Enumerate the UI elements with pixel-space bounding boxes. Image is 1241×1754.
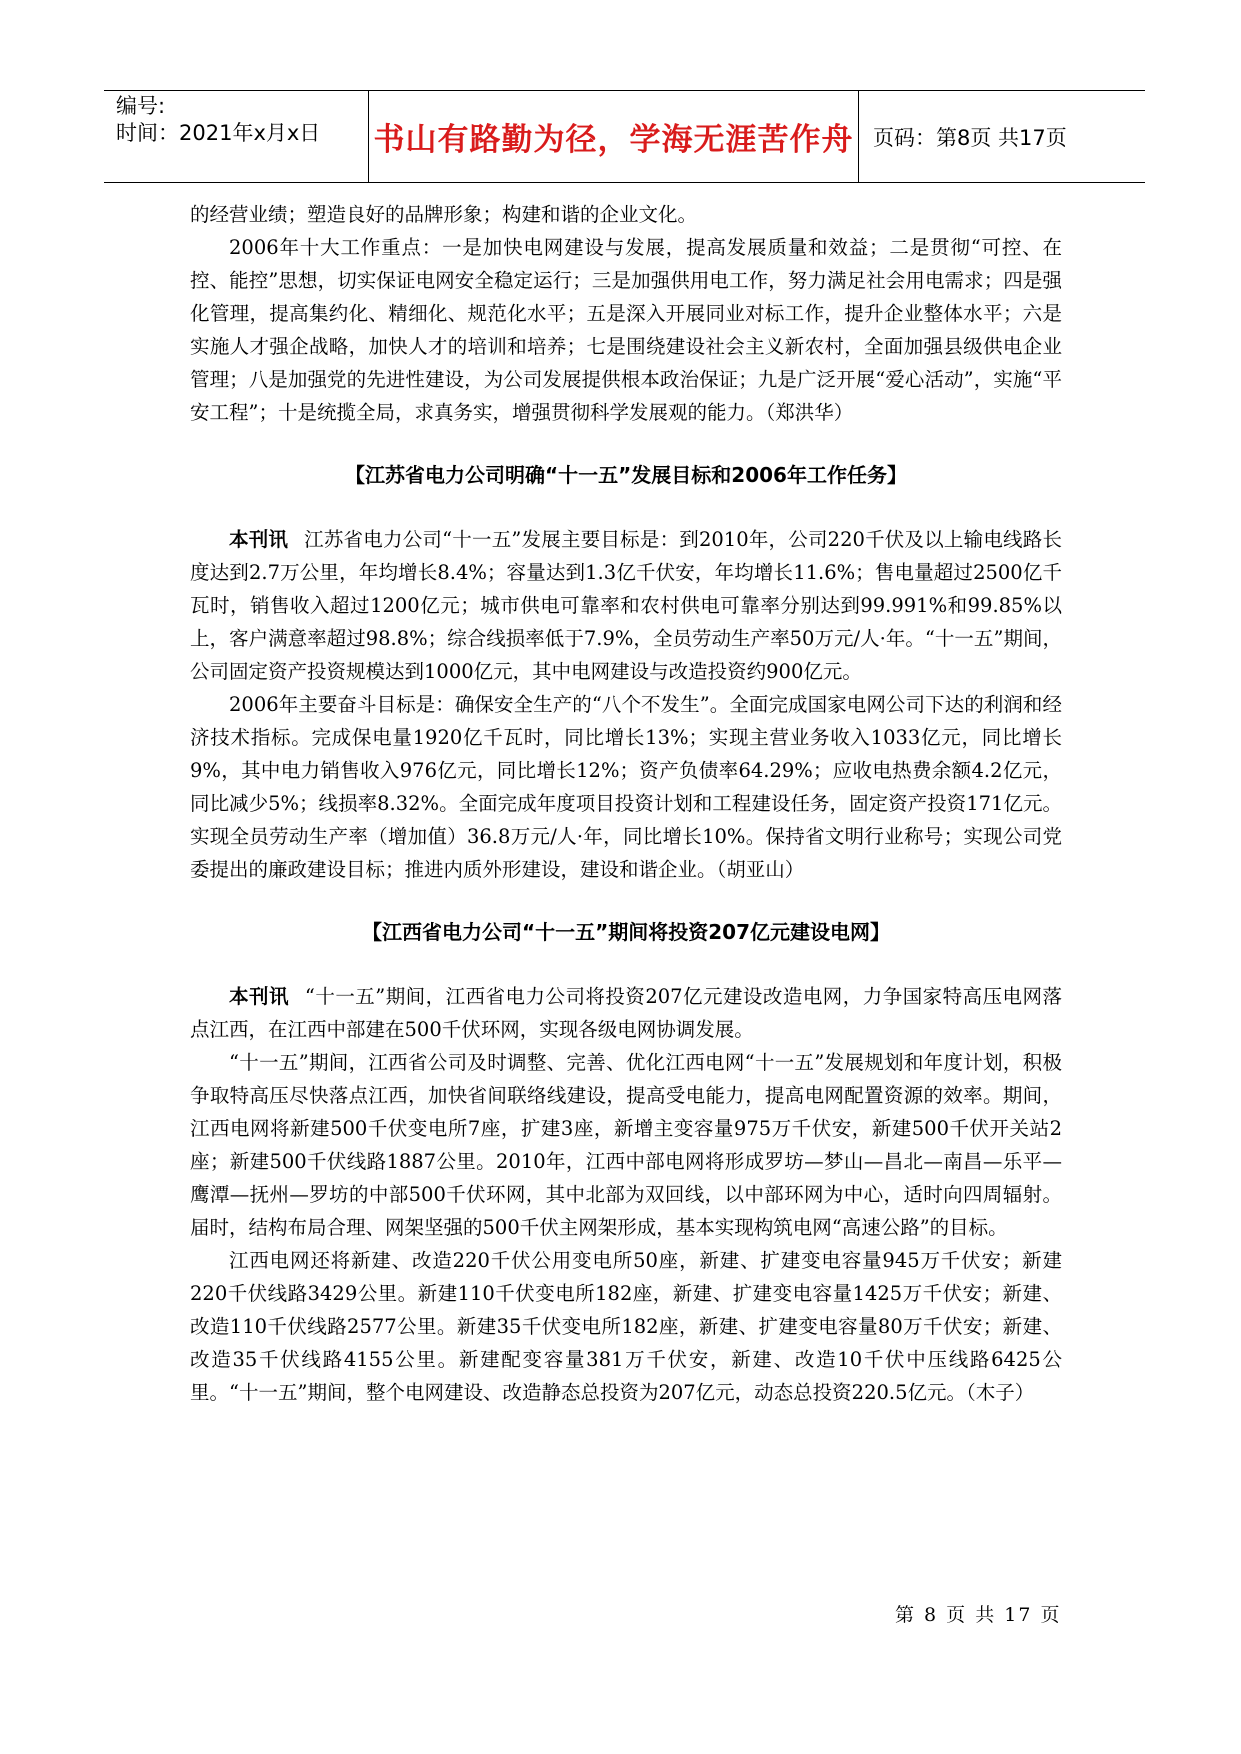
paragraph-7: 江西电网还将新建、改造220千伏公用变电所50座，新建、扩建变电容量945万千伏安；新建220千伏线路3429公里。新建110千伏变电所182座，新建、扩建变电容量1425万千伏安；新建、改造110千伏线路2577公里。新建35千伏变电所182座，新建、扩建变电容量80万千伏安；新建、改造35千伏线路4155公里。新建配变容量381万千伏安，新建、改造10千伏中压线路6425公里。“十一五”期间，整个电网建设、改造静态总投资为207亿元，动态总投资220.5亿元。（木子） <box>190 1249 1062 1404</box>
paragraph-1: 的经营业绩；塑造良好的品牌形象；构建和谐的企业文化。 <box>190 203 698 226</box>
lead-label: 本刊讯 <box>229 528 289 551</box>
paragraph-4: 2006年主要奋斗目标是：确保安全生产的“八个不发生”。全面完成国家电网公司下达的利润和经济技术指标。完成保电量1920亿千瓦时，同比增长13%；实现主营业务收入1033亿元，同比增长9%，其中电力销售收入976亿元，同比增长12%；资产负债率64.29%；应收电热费余额4.2亿元，同比减少5%；线损率8.32%。全面完成年度项目投资计划和工程建设任务，固定资产投资171亿元。实现全员劳动生产率（增加值）36.8万元/人·年，同比增长10%。保持省文明行业称号；实现公司党委提出的廉政建设目标；推进内质外形建设，建设和谐企业。（胡亚山） <box>190 693 1062 881</box>
header-page-label: 页码：第8页 共17页 <box>873 125 1067 150</box>
article-title-jiangsu: 【江苏省电力公司明确“十一五”发展目标和2006年工作任务】 <box>345 463 907 487</box>
lead-label: 本刊讯 <box>229 985 289 1008</box>
page-header <box>104 90 1145 183</box>
page-footer: 第 8 页 共 17 页 <box>895 1604 1062 1626</box>
article-title-jiangxi: 【江西省电力公司“十一五”期间将投资207亿元建设电网】 <box>361 920 891 944</box>
paragraph-5-text: “十一五”期间，江西省电力公司将投资207亿元建设改造电网，力争国家特高压电网落点江西，在江西中部建在500千伏环网，实现各级电网协调发展。 <box>190 985 1062 1041</box>
document-time-label: 时间：2021年x月x日 <box>116 121 321 145</box>
paragraph-3 <box>190 523 1062 688</box>
header-meta <box>104 91 369 182</box>
paragraph-2: 2006年十大工作重点：一是加快电网建设与发展，提高发展质量和效益；二是贯彻“可控、在控、能控”思想，切实保证电网安全稳定运行；三是加强供用电工作，努力满足社会用电需求；四是强化管理，提高集约化、精细化、规范化水平；五是深入开展同业对标工作，提升企业整体水平；六是实施人才强企战略，加快人才的培训和培养；七是围绕建设社会主义新农村，全面加强县级供电企业管理；八是加强党的先进性建设，为公司发展提供根本政治保证；九是广泛开展“爱心活动”，实施“平安工程”；十是统揽全局，求真务实，增强贯彻科学发展观的能力。（郑洪华） <box>190 236 1062 424</box>
paragraph-6: “十一五”期间，江西省公司及时调整、完善、优化江西电网“十一五”发展规划和年度计划，积极争取特高压尽快落点江西，加快省间联络线建设，提高受电能力，提高电网配置资源的效率。期间，江西电网将新建500千伏变电所7座，扩建3座，新增主变容量975万千伏安，新建500千伏开关站2座；新建500千伏线路1887公里。2010年，江西中部电网将形成罗坊—梦山—昌北—南昌—乐平—鹰潭—抚州—罗坊的中部500千伏环网，其中北部为双回线，以中部环网为中心，适时向四周辐射。届时，结构布局合理、网架坚强的500千伏主网架形成，基本实现构筑电网“高速公路”的目标。 <box>190 1051 1062 1239</box>
paragraph-5 <box>190 980 1062 1046</box>
document-number-label: 编号: <box>116 94 166 118</box>
header-motto: 书山有路勤为径，学海无涯苦作舟 <box>369 91 859 182</box>
document-body <box>190 198 1062 1409</box>
paragraph-3-text: 江苏省电力公司“十一五”发展主要目标是：到2010年，公司220千伏及以上输电线路长度达到2.7万公里，年均增长8.4%；容量达到1.3亿千伏安，年均增长11.6%；售电量超过2500亿千瓦时，销售收入超过1200亿元；城市供电可靠率和农村供电可靠率分别达到99.991%和99.85%以上，客户满意率超过98.8%；综合线损率低于7.9%，全员劳动生产率50万元/人·年。“十一五”期间，公司固定资产投资规模达到1000亿元，其中电网建设与改造投资约900亿元。 <box>190 528 1062 683</box>
